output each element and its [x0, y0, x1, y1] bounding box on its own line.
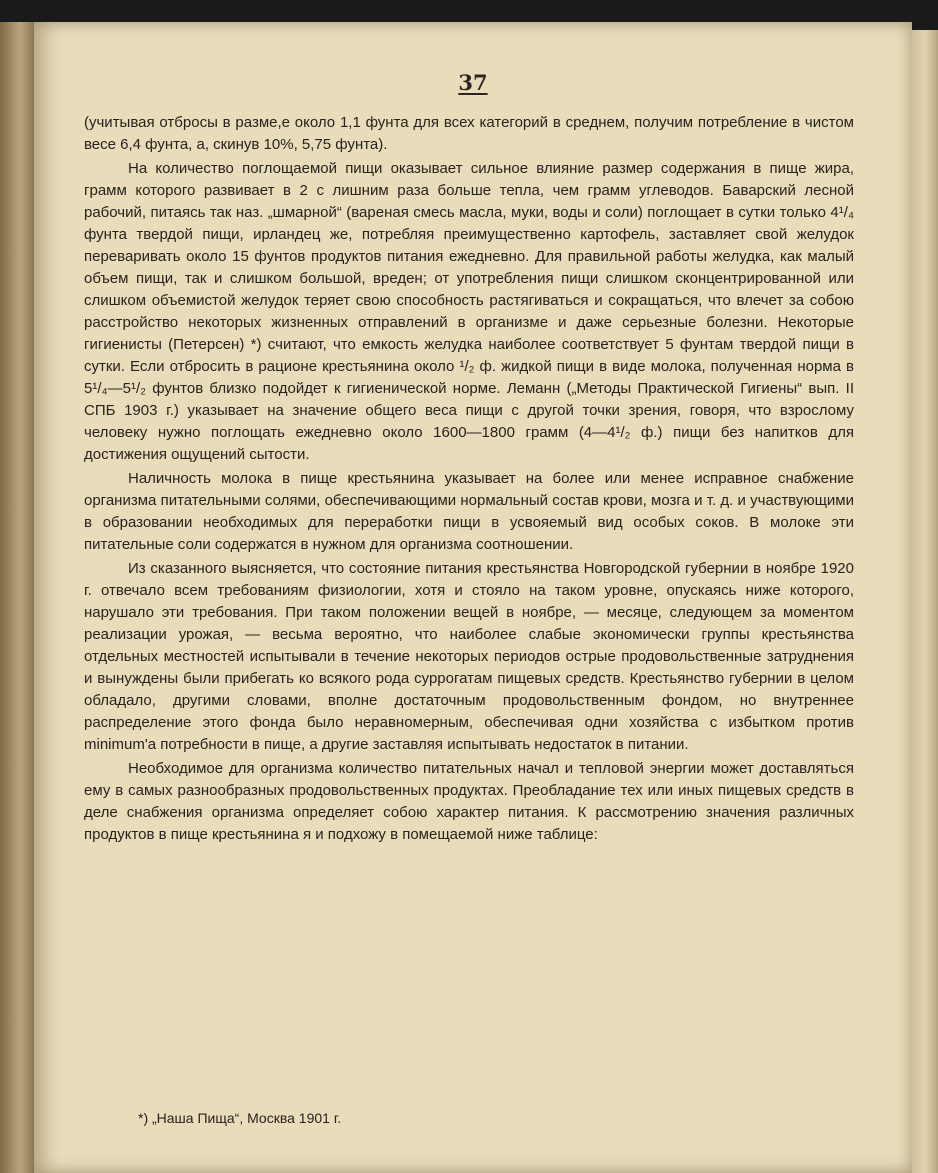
page-number: 37 — [458, 70, 488, 95]
book-page — [34, 22, 912, 1173]
paragraph-3: Наличность молока в пище крестьянина указывает на более или менее исправное снабжение организма питательными солями, обеспечивающими нормальный состав крови, мозга и т. д. и участвующими в образовании необходимых для переработки пищи в усвояемый вид особых соков. В молоке эти питательные соли содержатся в нужном для организма соотношении. — [84, 470, 854, 553]
book-spine — [0, 22, 34, 1173]
paragraph-1: (учитывая отбросы в разме,е около 1,1 фунта для всех категорий в среднем, получим потребление в чистом весе 6,4 фунта, а, скинув 10%, 5,75 фунта). — [84, 114, 854, 153]
page-body — [84, 112, 854, 848]
paragraph-5: Необходимое для организма количество питательных начал и тепловой энергии может доставляться ему в самых разнообразных продовольственных продуктах. Преобладание тех или иных пищевых средств в деле снабжения организма определяет собою характер питания. К рассмотрению значения различных продуктов в пище крестьянина я и подхожу в помещаемой ниже таблице: — [84, 760, 854, 843]
paragraph-4: Из сказанного выясняется, что состояние питания крестьянства Новгородской губернии в ноябре 1920 г. отвечало всем требованиям физиологии, хотя и стояло на таком уровне, опускаясь ниже которого, нарушало эти требования. При таком положении вещей в ноябре, — месяце, следующем за моментом реализации урожая, — весьма вероятно, что наиболее слабые экономически группы крестьянства отдельных местностей испытывали в течение некоторых периодов острые продовольственные затруднения и вынуждены были прибегать ко всякого рода суррогатам пищевых средств. Крестьянство губернии в целом обладало, другими словами, вполне достаточным продовольственным фондом, но внутреннее распределение этого фонда было неравномерным, обеспечивая одни хозяйства с избытком против minimum'a потребности в пище, а другие заставляя испытывать недостаток в питании. — [84, 560, 854, 753]
footnote: *) „Наша Пища“, Москва 1901 г. — [138, 1110, 342, 1126]
page-edges — [912, 30, 938, 1173]
paragraph-2: На количество поглощаемой пищи оказывает сильное влияние размер содержания в пище жира, грамм которого развивает в 2 с лишним раза больше тепла, чем грамм углеводов. Баварский лесной рабочий, питаясь так наз. „шмарной“ (вареная смесь масла, муки, воды и соли) поглощает в сутки только 4¹/₄ фунта твердой пищи, ирландец же, потребляя преимущественно картофель, заставляет свой желудок переваривать около 15 фунтов продуктов питания ежедневно. Для правильной работы желудка, как малый объем пищи, так и слишком большой, вреден; от употребления пищи слишком сконцентрированной или слишком объемистой желудок теряет свою способность растягиваться и сокращаться, что влечет за собою расстройство некоторых жизненных отправлений в организме и даже серьезные болезни. Некоторые гигиенисты (Петерсен) *) считают, что емкость желудка наиболее соответствует 5 фунтам твердой пищи в сутки. Если отбросить в рационе крестьянина около ¹/₂ ф. жидкой пищи в виде молока, полученная норма в 5¹/₄—5¹/₂ фунтов близко подойдет к гигиенической норме. Леманн („Методы Практической Гигиены“ вып. II СПБ 1903 г.) указывает на значение общего веса пищи с другой точки зрения, говоря, что взрослому человеку нужно поглощать ежедневно около 1600—1800 грамм (4—4¹/₂ ф.) пищи без напитков для достижения ощущений сытости. — [84, 160, 854, 463]
